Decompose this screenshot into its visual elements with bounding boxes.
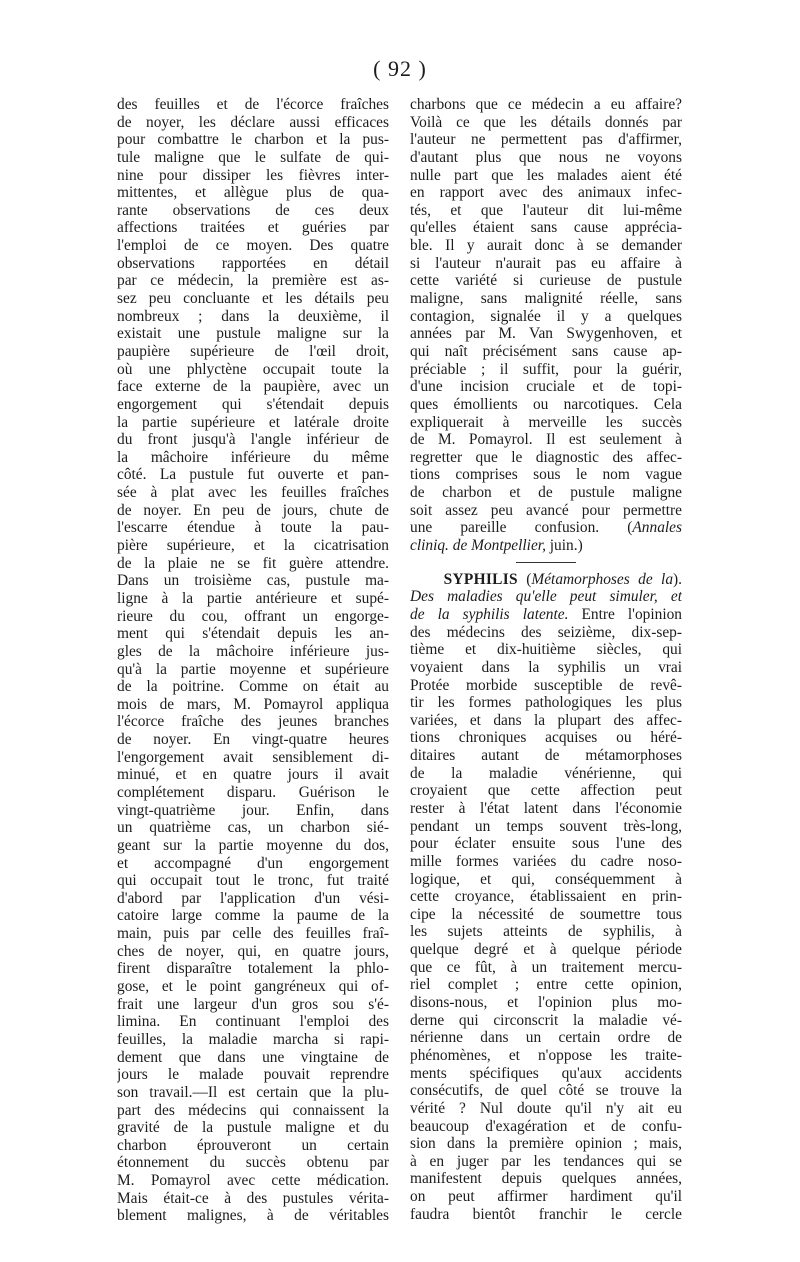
citation-line — [410, 537, 682, 555]
text-line: maligne, sans malignité réelle, sans — [410, 290, 682, 308]
right-column-paragraph-syphilis — [410, 624, 682, 1224]
text-line: cipe la nécessité de soumettre tous — [410, 905, 682, 923]
text-line: étonnement du succès obtenu par — [117, 1154, 389, 1172]
text-line: ments spécifiques qu'aux accidents — [410, 1064, 682, 1082]
text-line: vingt-quatrième jour. Enfin, dans — [117, 801, 389, 819]
section-subheading: Des maladies qu'elle peut simuler, et — [410, 588, 682, 606]
text-line: qu'à la partie moyenne et supérieure — [117, 660, 389, 678]
text-line: d'autant plus que nous ne voyons — [410, 148, 682, 166]
text-line: ment qui s'étendait depuis les an- — [117, 625, 389, 643]
text-line: sion dans la première opinion ; mais, — [410, 1135, 682, 1153]
text-line: l'engorgement avait sensiblement di- — [117, 748, 389, 766]
text-line: M. Pomayrol avec cette médication. — [117, 1172, 389, 1190]
text-line: qu'elles étaient sans cause apprécia- — [410, 219, 682, 237]
text-line: mois de mars, M. Pomayrol appliqua — [117, 695, 389, 713]
text-line: frait une largeur d'un gros sou s'é- — [117, 995, 389, 1013]
text-line: charbon éprouveront un certain — [117, 1136, 389, 1154]
text-line: préciable ; il suffit, pour la guérir, — [410, 360, 682, 378]
text-line: blement malignes, à de véritables — [117, 1207, 389, 1225]
text-line: et accompagné d'un engorgement — [117, 854, 389, 872]
text-line: pour éclater ensuite sous l'une des — [410, 835, 682, 853]
text-line: Mais était-ce à des pustules vérita- — [117, 1189, 389, 1207]
text-line: geant sur la partie moyenne du dos, — [117, 836, 389, 854]
text-line: si l'auteur n'aurait pas eu affaire à — [410, 254, 682, 272]
text-line: Dans un troisième cas, pustule ma- — [117, 572, 389, 590]
text-line: de noyer. En vingt-quatre heures — [117, 731, 389, 749]
text-line: pendant un temps souvent très-long, — [410, 817, 682, 835]
citation-line — [410, 519, 682, 537]
right-column-paragraph — [410, 96, 682, 519]
text-line: de charbon et de pustule maligne — [410, 484, 682, 502]
text-line: son travail.—Il est certain que la plu- — [117, 1083, 389, 1101]
text-line: l'écorce fraîche des jeunes branches — [117, 713, 389, 731]
text-line: l'escarre étendue à toute la pau- — [117, 519, 389, 537]
text-line: mittentes, et allègue plus de qua- — [117, 184, 389, 202]
text-line: de la poitrine. Comme on était au — [117, 678, 389, 696]
heading-paren-close: ). — [673, 570, 682, 588]
text-line: sée à plat avec les feuilles fraîches — [117, 484, 389, 502]
text-line: ditaires autant de métamorphoses — [410, 747, 682, 765]
text-line: qui occupait tout le tronc, fut traité — [117, 872, 389, 890]
text-line: un quatrième cas, un charbon sié- — [117, 819, 389, 837]
text-line: nérienne dans un certain ordre de — [410, 1029, 682, 1047]
left-column — [117, 96, 389, 1225]
text-line: qui naît précisément sans cause ap- — [410, 342, 682, 360]
text-line: main, puis par celle des feuilles fraî- — [117, 925, 389, 943]
text-line: charbons que ce médecin a eu affaire? — [410, 96, 682, 113]
text-line: des médecins des seizième, dix-sep- — [410, 623, 682, 641]
text-line: manifestent depuis quelques années, — [410, 1170, 682, 1188]
text-line: de la plaie ne se fit guère attendre. — [117, 554, 389, 572]
text-line: nulle part que les malades aient été — [410, 166, 682, 184]
text-line: sez peu concluante et les détails peu — [117, 290, 389, 308]
text-line: feuilles, la maladie marcha si rapi- — [117, 1030, 389, 1048]
text-line: firent disparaître totalement la phlo- — [117, 960, 389, 978]
text-line: les sujets atteints de syphilis, à — [410, 923, 682, 941]
text-line: tions comprises sous le nom vague — [410, 466, 682, 484]
text-line: dement que dans une vingtaine de — [117, 1048, 389, 1066]
text-line: riel complet ; entre cette opinion, — [410, 976, 682, 994]
section-heading — [410, 571, 682, 589]
text-line: gravité de la pustule maligne et du — [117, 1119, 389, 1137]
text-line: face externe de la paupière, avec un — [117, 378, 389, 396]
text-line: de noyer. En peu de jours, chute de — [117, 501, 389, 519]
text-line: des feuilles et de l'écorce fraîches — [117, 96, 389, 113]
citation-journal-place: cliniq. de Montpellier, — [410, 537, 546, 555]
text-line: de M. Pomayrol. Il est seulement à — [410, 431, 682, 449]
text-line: variées, et dans la plupart des affec- — [410, 711, 682, 729]
text-line: ches de noyer, qui, en quatre jours, — [117, 942, 389, 960]
text-line: Voilà ce que les détails donnés par — [410, 113, 682, 131]
text-line: de noyer, les déclare aussi efficaces — [117, 113, 389, 131]
text-line: cette croyance, établissaient en prin- — [410, 888, 682, 906]
section-subheading-end: de la syphilis latente. — [410, 605, 569, 623]
text-line: consécutifs, de quel côté se trouve la — [410, 1082, 682, 1100]
text-line: l'emploi de ce moyen. Des quatre — [117, 237, 389, 255]
text-line: contagion, signalée il y a quelques — [410, 307, 682, 325]
citation-date: juin.) — [545, 537, 583, 555]
text-line: tions chroniques acquises ou héré- — [410, 729, 682, 747]
section-heading-subtitle: Métamorphoses de la — [531, 570, 674, 588]
text-line: Protée morbide susceptible de revê- — [410, 676, 682, 694]
text-line: ligne à la partie antérieure et supé- — [117, 589, 389, 607]
text-line: gles de la mâchoire inférieure jus- — [117, 642, 389, 660]
text-line: la mâchoire inférieure du même — [117, 448, 389, 466]
text-line: logique, et qui, conséquemment à — [410, 870, 682, 888]
section-subheading-continued — [410, 606, 682, 624]
text-line: part des médecins qui connaissent la — [117, 1101, 389, 1119]
text-line: disons-nous, et l'opinion plus mo- — [410, 994, 682, 1012]
text-line: que ce fût, à un traitement mercu- — [410, 958, 682, 976]
text-line: d'abord par l'application d'un vési- — [117, 889, 389, 907]
text-line: années par M. Van Swygenhoven, et — [410, 325, 682, 343]
text-line: nombreux ; dans la deuxième, il — [117, 307, 389, 325]
text-line: l'auteur ne permettent pas d'affirmer, — [410, 131, 682, 149]
text-line: soit assez peu avancé pour permettre — [410, 501, 682, 519]
text-line: du front jusqu'à l'angle inférieur de — [117, 431, 389, 449]
text-line: cette variété si curieuse de pustule — [410, 272, 682, 290]
text-line: côté. La pustule fut ouverte et pan- — [117, 466, 389, 484]
text-line: la partie supérieure et latérale droite — [117, 413, 389, 431]
text-line: nine pour dissiper les fièvres inter- — [117, 166, 389, 184]
text-line: pière supérieure, et la cicatrisation — [117, 537, 389, 555]
right-column — [410, 96, 682, 1223]
text-line: regretter que le diagnostic des affec- — [410, 448, 682, 466]
text-line: complétement disparu. Guérison le — [117, 783, 389, 801]
text-line: en rapport avec des animaux infec- — [410, 184, 682, 202]
text-line: derne qui circonscrit la maladie vé- — [410, 1011, 682, 1029]
text-line: tés, et que l'auteur dit lui-même — [410, 201, 682, 219]
text-line: d'une incision cruciale et de topi- — [410, 378, 682, 396]
text-line: jours le malade pouvait reprendre — [117, 1066, 389, 1084]
text-line: pour combattre le charbon et la pus- — [117, 131, 389, 149]
text-line: gose, et le point gangréneux qui of- — [117, 978, 389, 996]
text-line: à en juger par les tendances qui se — [410, 1152, 682, 1170]
text-line: limina. En continuant l'emploi des — [117, 1013, 389, 1031]
text-line: minué, et en quatre jours il avait — [117, 766, 389, 784]
heading-paren-open: ( — [517, 570, 532, 588]
text-line: rieure du cou, offrant un engorge- — [117, 607, 389, 625]
text-line: où une phlyctène occupait toute la — [117, 360, 389, 378]
text-line: rante observations de ces deux — [117, 201, 389, 219]
text-line: rester à l'état latent dans l'économie — [410, 799, 682, 817]
text-line: quelque degré et à quelque période — [410, 941, 682, 959]
text-line: croyaient que cette affection peut — [410, 782, 682, 800]
text-line: paupière supérieure de l'œil droit, — [117, 342, 389, 360]
text-line: expliquerait à merveille les succès — [410, 413, 682, 431]
text-line: voyaient dans la syphilis un vrai — [410, 658, 682, 676]
citation-text: une pareille confusion. ( — [410, 519, 633, 537]
text-line: catoire large comme la paume de la — [117, 907, 389, 925]
text-line: beaucoup d'exagération et de confu- — [410, 1117, 682, 1135]
text-line: ble. Il y aurait donc à se demander — [410, 237, 682, 255]
text-line: tir les formes pathologiques les plus — [410, 694, 682, 712]
text-line: affections traitées et guéries par — [117, 219, 389, 237]
text-line: on peut affirmer hardiment qu'il — [410, 1188, 682, 1206]
section-heading-title: SYPHILIS — [443, 570, 518, 588]
text-line: engorgement qui s'étendait depuis — [117, 395, 389, 413]
text-line: mille formes variées du cadre noso- — [410, 852, 682, 870]
text-line: observations rapportées en détail — [117, 254, 389, 272]
text-line: vérité ? Nul doute qu'il n'y ait eu — [410, 1099, 682, 1117]
text-line: faudra bientôt franchir le cercle — [410, 1205, 682, 1223]
citation-journal: Annales — [632, 519, 682, 537]
text-line: tule maligne que le sulfate de qui- — [117, 148, 389, 166]
text-line: existait une pustule maligne sur la — [117, 325, 389, 343]
text-line: tième et dix-huitième siècles, qui — [410, 641, 682, 659]
body-text: Entre l'opinion — [568, 605, 682, 623]
text-line: phénomènes, et n'oppose les traite- — [410, 1046, 682, 1064]
section-divider — [516, 562, 576, 563]
text-line: ques émollients ou narcotiques. Cela — [410, 395, 682, 413]
text-line: de la maladie vénérienne, qui — [410, 764, 682, 782]
page-number: ( 92 ) — [373, 56, 427, 81]
text-line: par ce médecin, la première est as- — [117, 272, 389, 290]
